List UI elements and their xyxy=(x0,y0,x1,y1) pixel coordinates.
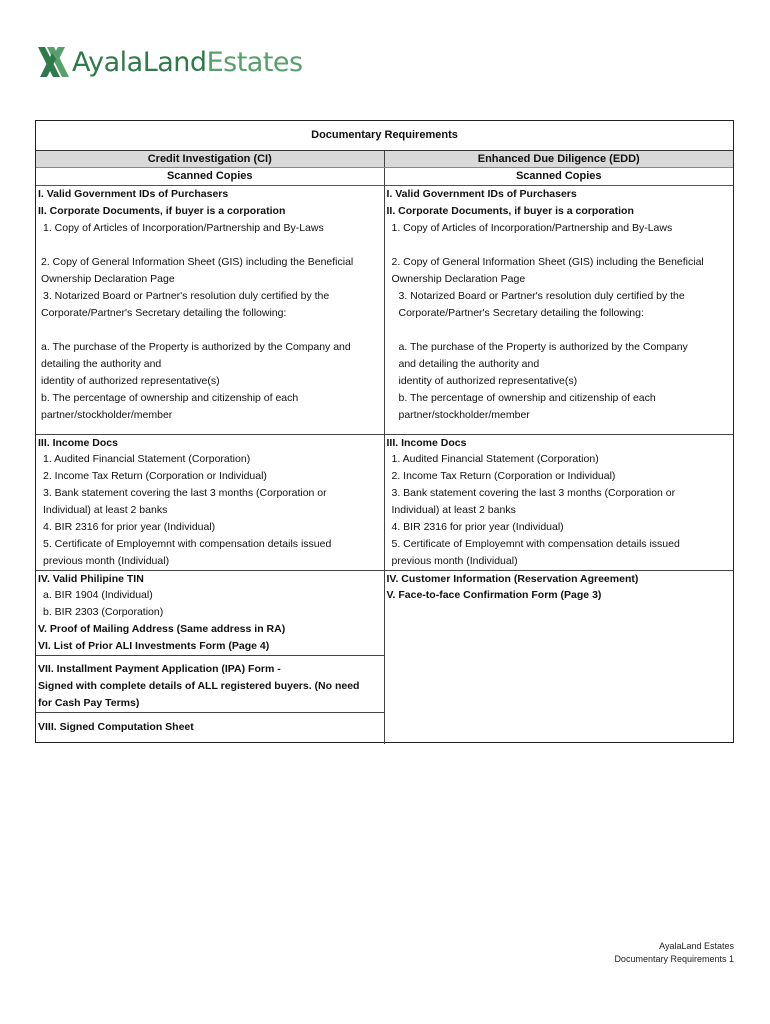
list-item: a. BIR 1904 (Individual) xyxy=(43,589,153,601)
requirements-columns xyxy=(36,186,733,744)
list-item: previous month (Individual) xyxy=(43,555,170,567)
list-item: 1. Copy of Articles of Incorporation/Partnership and By-Laws xyxy=(391,222,673,234)
list-item: VIII. Signed Computation Sheet xyxy=(38,721,194,733)
list-item: partner/stockholder/member xyxy=(398,409,530,421)
column-subheader-row xyxy=(36,168,733,186)
list-item: V. Face-to-face Confirmation Form (Page 3) xyxy=(386,589,602,601)
list-item: Corporate/Partner's Secretary detailing the following: xyxy=(398,307,644,319)
page-footer xyxy=(614,940,734,966)
list-item: 4. BIR 2316 for prior year (Individual) xyxy=(43,521,216,533)
company-logo xyxy=(38,42,303,82)
table-title: Documentary Requirements xyxy=(36,121,733,151)
list-item: Ownership Declaration Page xyxy=(41,273,175,285)
list-item: 4. BIR 2316 for prior year (Individual) xyxy=(391,521,564,533)
ci-requirements-column xyxy=(36,186,385,744)
list-item: Individual) at least 2 banks xyxy=(391,504,516,516)
list-item: 1. Audited Financial Statement (Corporation) xyxy=(43,453,251,465)
list-item: 2. Income Tax Return (Corporation or Individual) xyxy=(43,470,267,482)
list-item: III. Income Docs xyxy=(36,434,384,451)
list-item: Signed with complete details of ALL registered buyers. (No need xyxy=(38,680,360,692)
logo-wordmark xyxy=(72,46,303,78)
list-item: 2. Copy of General Information Sheet (GIS) including the Beneficial xyxy=(41,256,354,268)
list-item: detailing the authority and xyxy=(41,358,162,370)
list-item: VII. Installment Payment Application (IPA) Form - xyxy=(38,663,281,675)
list-item: II. Corporate Documents, if buyer is a corporation xyxy=(38,205,286,217)
list-item: a. The purchase of the Property is authorized by the Company xyxy=(398,341,688,353)
list-item: b. The percentage of ownership and citizenship of each xyxy=(398,392,656,404)
list-item: Individual) at least 2 banks xyxy=(43,504,168,516)
list-item: 3. Notarized Board or Partner's resolution duly certified by the xyxy=(398,290,685,302)
ci-subheader: Scanned Copies xyxy=(36,168,385,185)
list-item: III. Income Docs xyxy=(385,434,734,451)
list-item: for Cash Pay Terms) xyxy=(36,695,384,713)
list-item: 3. Bank statement covering the last 3 months (Corporation or xyxy=(43,487,327,499)
ayala-land-logo-icon xyxy=(38,45,70,79)
list-item: 1. Audited Financial Statement (Corporation) xyxy=(391,453,599,465)
list-item: 2. Copy of General Information Sheet (GIS) including the Beneficial xyxy=(391,256,704,268)
list-item: previous month (Individual) xyxy=(391,555,518,567)
ci-column-header: Credit Investigation (CI) xyxy=(36,151,385,167)
list-item: b. BIR 2303 (Corporation) xyxy=(43,606,164,618)
list-item: 5. Certificate of Employemnt with compensation details issued xyxy=(43,538,332,550)
list-item: 3. Bank statement covering the last 3 months (Corporation or xyxy=(391,487,676,499)
list-item: a. The purchase of the Property is authorized by the Company and xyxy=(41,341,351,353)
list-item: partner/stockholder/member xyxy=(41,409,173,421)
list-item: and detailing the authority and xyxy=(398,358,540,370)
column-header-row xyxy=(36,151,733,168)
list-item: IV. Customer Information (Reservation Agreement) xyxy=(385,570,734,587)
list-item: Ownership Declaration Page xyxy=(391,273,526,285)
list-item: identity of authorized representative(s) xyxy=(398,375,578,387)
list-item: 5. Certificate of Employemnt with compensation details issued xyxy=(391,538,680,550)
edd-column-header: Enhanced Due Diligence (EDD) xyxy=(477,153,640,165)
requirements-table xyxy=(35,120,734,743)
footer-page-label: Documentary Requirements 1 xyxy=(614,954,734,964)
logo-wordmark-part2: Estates xyxy=(206,46,303,78)
list-item: V. Proof of Mailing Address (Same address in RA) xyxy=(38,623,286,635)
list-item: I. Valid Government IDs of Purchasers xyxy=(386,188,577,200)
list-item: 3. Notarized Board or Partner's resolution duly certified by the xyxy=(43,290,330,302)
list-item: 1. Copy of Articles of Incorporation/Partnership and By-Laws xyxy=(43,222,324,234)
logo-wordmark-part1: AyalaLand xyxy=(72,46,207,78)
list-item: IV. Valid Philipine TIN xyxy=(36,570,384,587)
footer-company: AyalaLand Estates xyxy=(659,941,734,951)
edd-requirements-column xyxy=(385,186,734,744)
list-item: Corporate/Partner's Secretary detailing the following: xyxy=(41,307,287,319)
list-item: II. Corporate Documents, if buyer is a corporation xyxy=(386,205,634,217)
list-item: I. Valid Government IDs of Purchasers xyxy=(38,188,229,200)
list-item: b. The percentage of ownership and citizenship of each xyxy=(41,392,299,404)
list-item: 2. Income Tax Return (Corporation or Individual) xyxy=(391,470,616,482)
list-item: identity of authorized representative(s) xyxy=(41,375,220,387)
list-item: VI. List of Prior ALI Investments Form (Page 4) xyxy=(36,638,384,656)
edd-subheader: Scanned Copies xyxy=(515,170,602,182)
